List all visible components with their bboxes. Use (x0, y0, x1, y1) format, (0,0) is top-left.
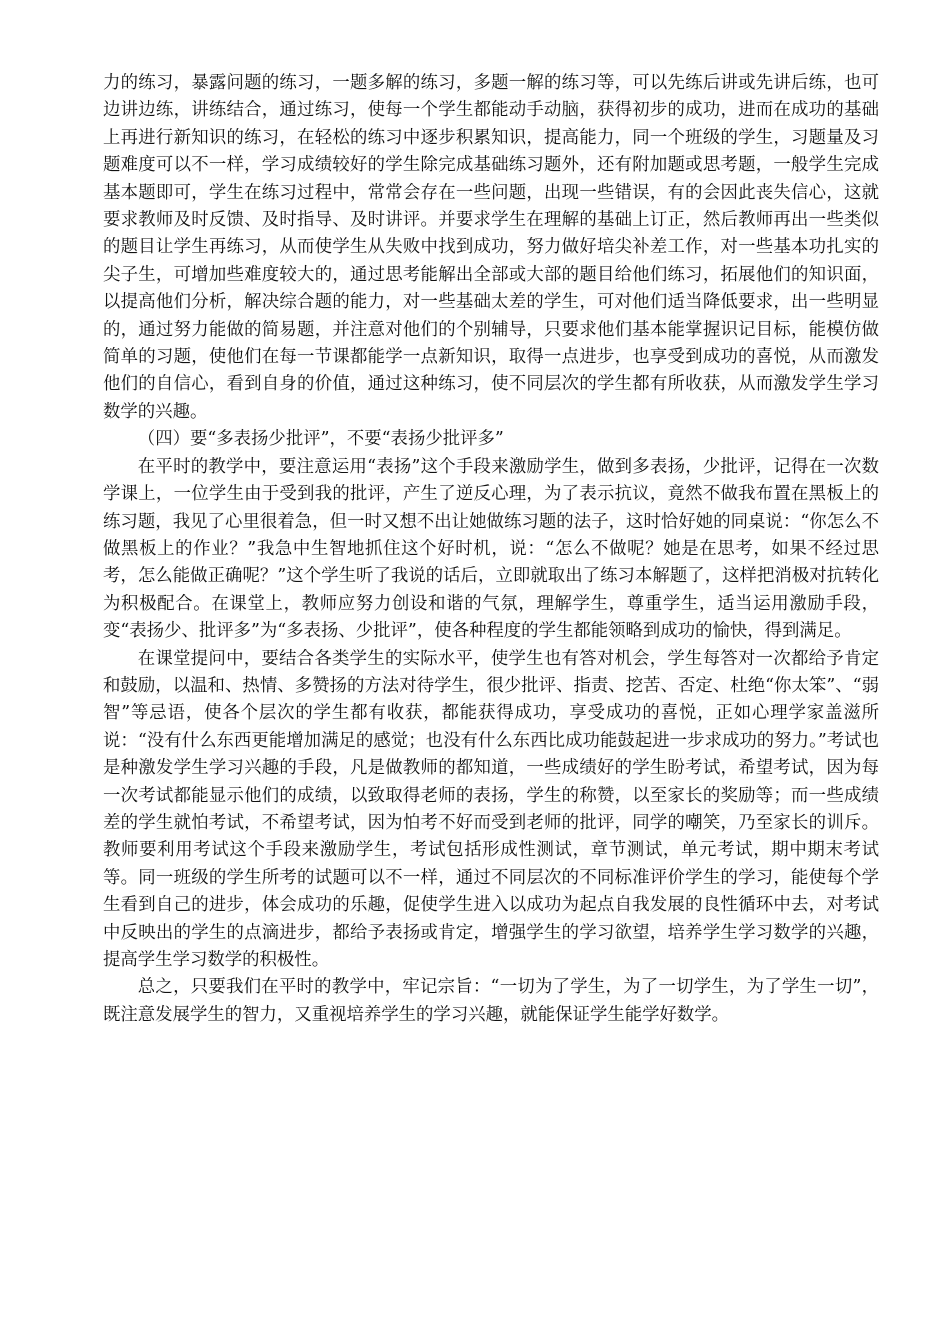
body-text (103, 70, 879, 1029)
section-heading-four: （四）要“多表扬少批评”，不要“表扬少批评多” (137, 429, 504, 450)
paragraph-practice-exercises: 力的练习，暴露问题的练习，一题多解的练习，多题一解的练习等，可以先练后讲或先讲后练，也可边讲边练，讲练结合，通过练习，使每一个学生都能动手动脑，获得初步的成功，进而在成功的基础上再进行新知识的练习，在轻松的练习中逐步积累知识，提高能力，同一个班级的学生，习题量及习题难度可以不一样，学习成绩较好的学生除完成基础练习题外，还有附加题或思考题，一般学生完成基本题即可，学生在练习过程中，常常会存在一些问题，出现一些错误，有的会因此丧失信心，这就要求教师及时反馈、及时指导、及时讲评。并要求学生在理解的基础上订正，然后教师再出一些类似的题目让学生再练习，从而使学生从失败中找到成功，努力做好培尖补差工作，对一些基本功扎实的尖子生，可增加些难度较大的，通过思考能解出全部或大部的题目给他们练习，拓展他们的知识面，以提高他们分析，解决综合题的能力，对一些基础太差的学生，可对他们适当降低要求，出一些明显的，通过努力能做的简易题，并注意对他们的个别辅导，只要求他们基本能掌握识记目标，能模仿做简单的习题，使他们在每一节课都能学一点新知识，取得一点进步，也享受到成功的喜悦，从而激发他们的自信心，看到自身的价值，通过这种练习，使不同层次的学生都有所收获，从而激发学生学习数学的兴趣。 (103, 73, 879, 422)
paragraph-praise-more: 在平时的教学中，要注意运用“表扬”这个手段来激励学生，做到多表扬，少批评，记得在一次数学课上，一位学生由于受到我的批评，产生了逆反心理，为了表示抗议，竟然不做我布置在黑板上的练习题，我见了心里很着急，但一时又想不出让她做练习题的法子，这时恰好她的同桌说：“你怎么不做黑板上的作业？”我急中生智地抓住这个好时机，说：“怎么不做呢？她是在思考，如果不经过思考，怎么能做正确呢？”这个学生听了我说的话后，立即就取出了练习本解题了，这样把消极对抗转化为积极配合。在课堂上，教师应努力创设和谐的气氛，理解学生，尊重学生，适当运用激励手段，变“表扬少、批评多”为“多表扬、少批评”，使各种程度的学生都能领略到成功的愉快，得到满足。 (103, 456, 879, 642)
paragraph-classroom-questioning: 在课堂提问中，要结合各类学生的实际水平，使学生也有答对机会，学生每答对一次都给予肯定和鼓励，以温和、热情、多赞扬的方法对待学生，很少批评、指责、挖苦、否定、杜绝“你太笨”、“弱智”等忌语，使各个层次的学生都有收获，都能获得成功，享受成功的喜悦，正如心理学家盖滋所说：“没有什么东西更能增加满足的感觉；也没有什么东西比成功能鼓起进一步求成功的努力。”考试也是种激发学生学习兴趣的手段，凡是做教师的都知道，一些成绩好的学生盼考试，希望考试，因为每一次考试都能显示他们的成绩，以致取得老师的表扬，学生的称赞，以至家长的奖励等；而一些成绩差的学生就怕考试，不希望考试，因为怕考不好而受到老师的批评，同学的嘲笑，乃至家长的训斥。教师要利用考试这个手段来激励学生，考试包括形成性测试，章节测试，单元考试，期中期末考试等。同一班级的学生所考的试题可以不一样，通过不同层次的不同标准评价学生的学习，能使每个学生看到自己的进步，体会成功的乐趣，促使学生进入以成功为起点自我发展的良性循环中去，对考试中反映出的学生的点滴进步，都给予表扬或肯定，增强学生的学习欲望，培养学生学习数学的兴趣，提高学生学习数学的积极性。 (103, 648, 879, 970)
paragraph-conclusion: 总之，只要我们在平时的教学中，牢记宗旨：“一切为了学生，为了一切学生，为了学生一切”，既注意发展学生的智力，又重视培养学生的学习兴趣，就能保证学生能学好数学。 (103, 977, 879, 1025)
